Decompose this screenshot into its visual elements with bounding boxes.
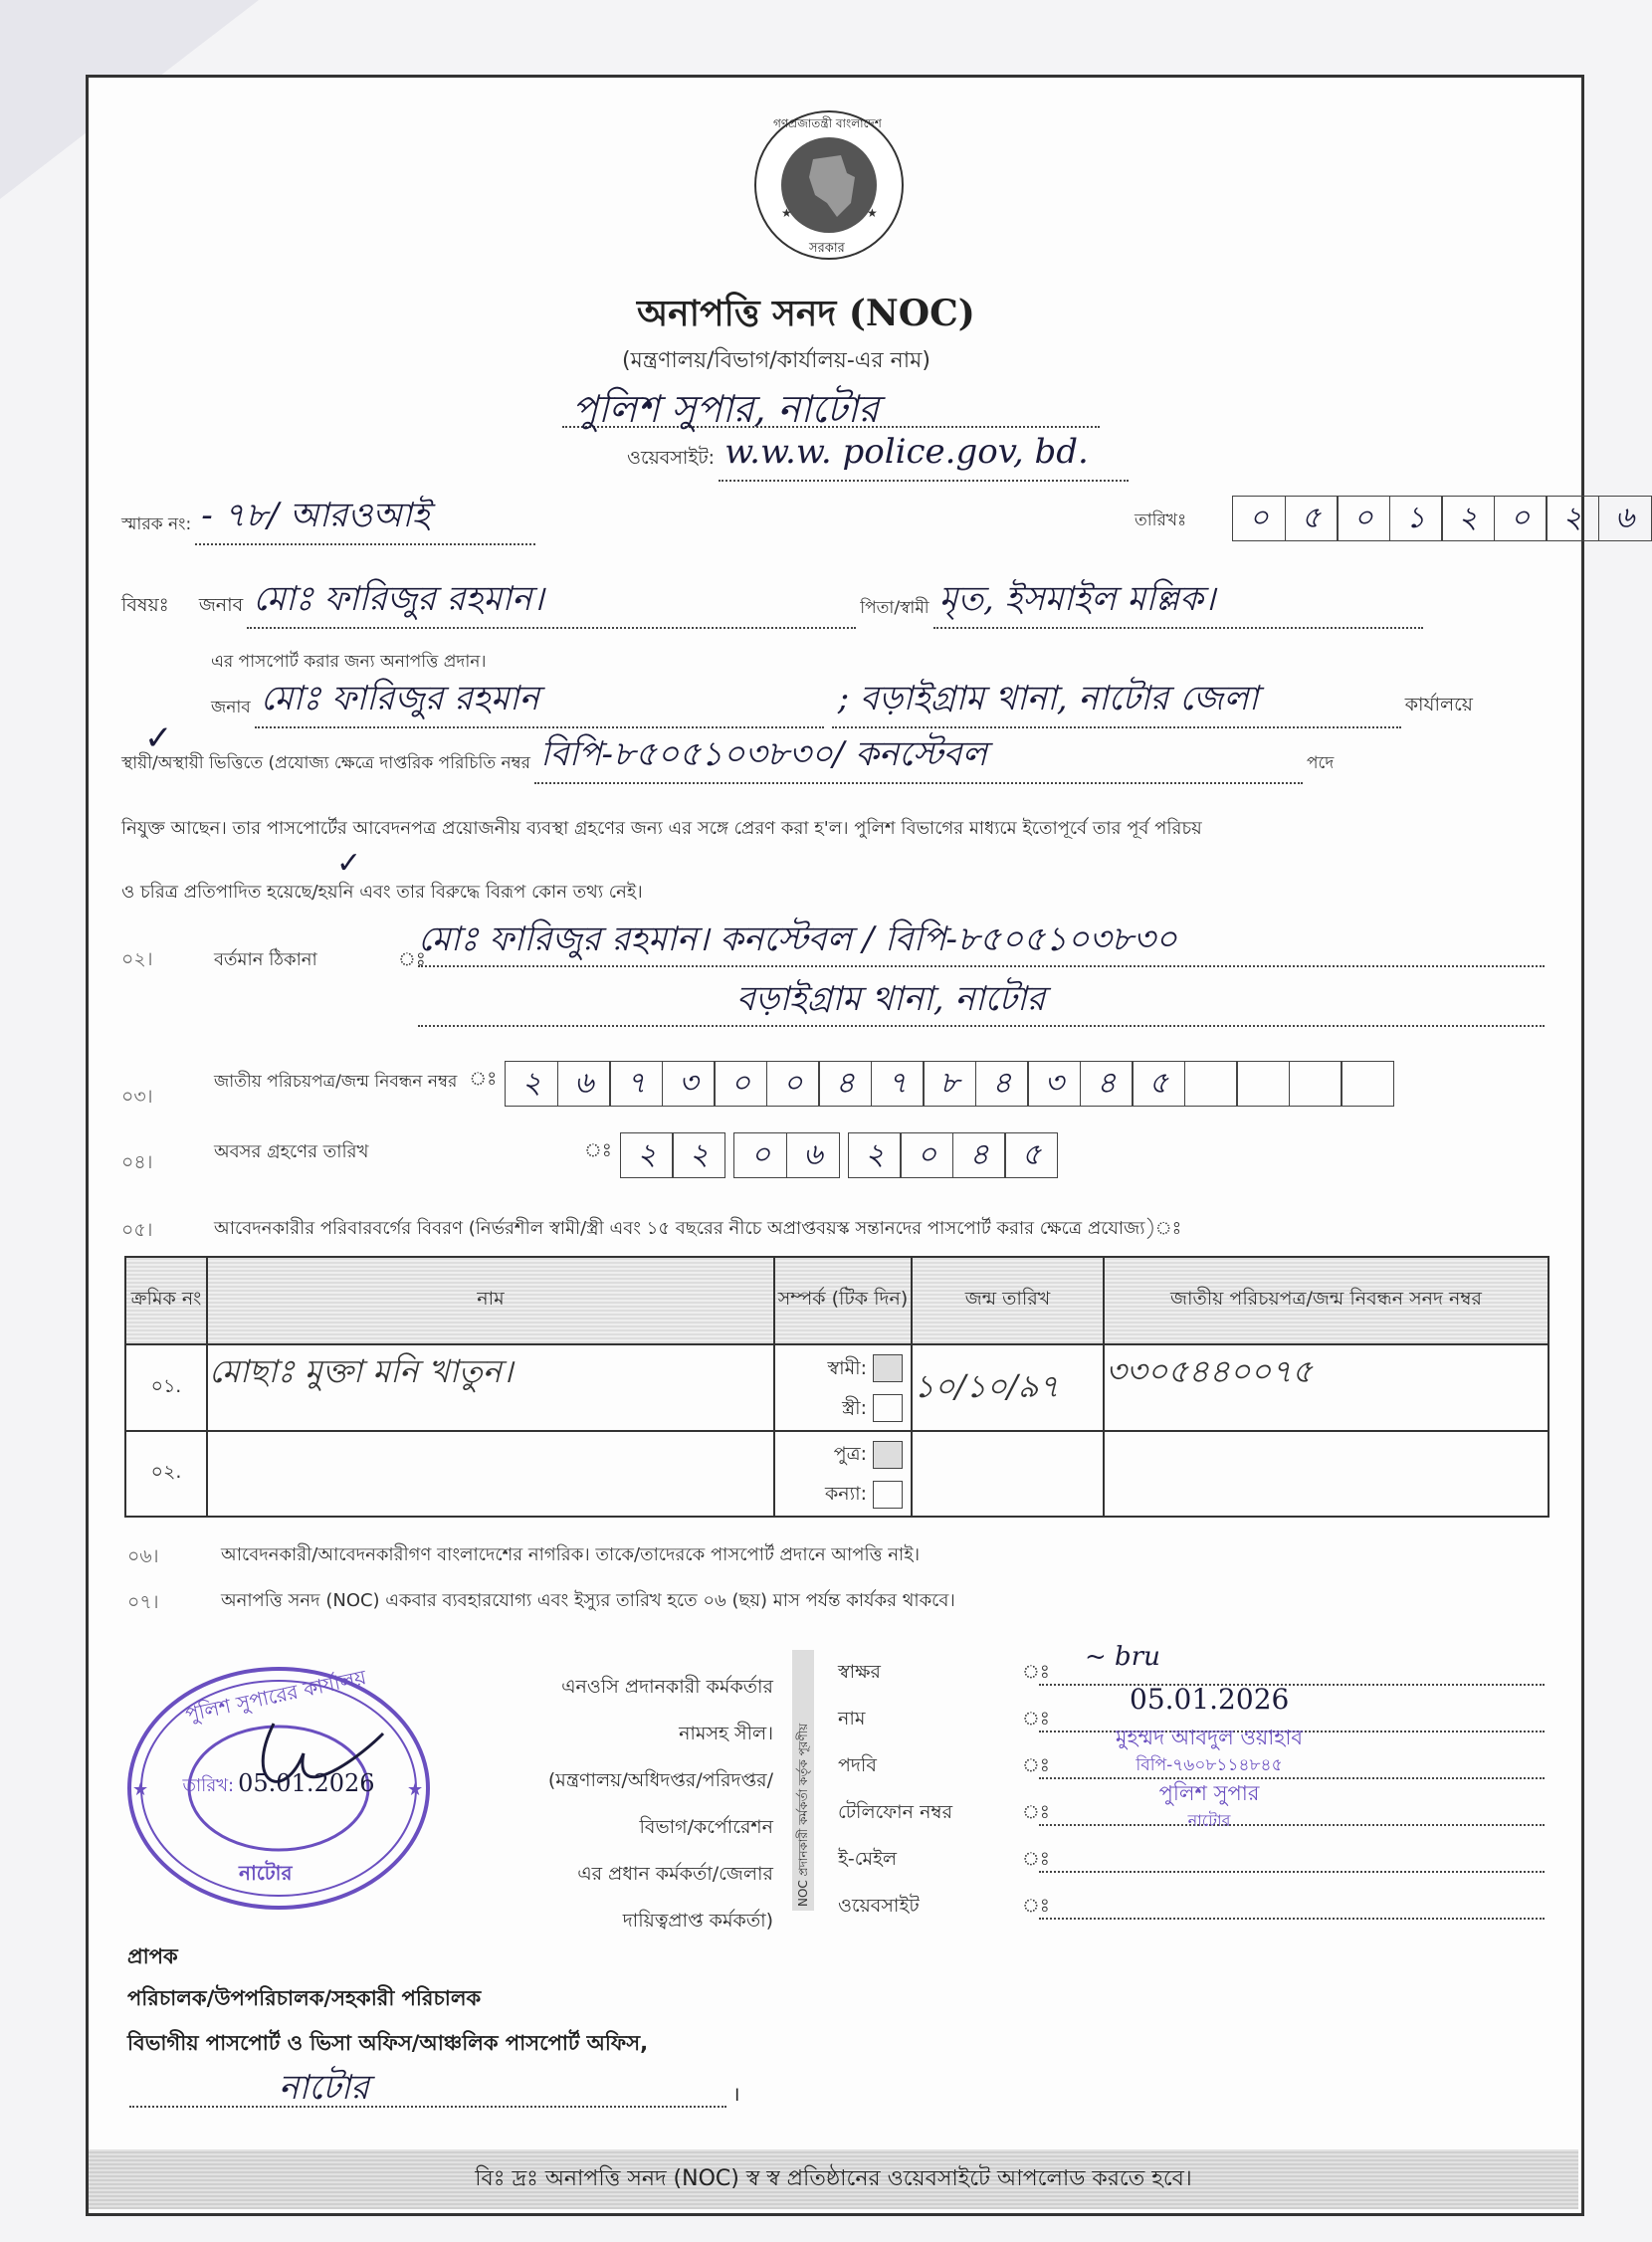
item-number: ০৬। <box>127 1545 159 1567</box>
seal-top: পুলিশ সুপারের কার্যালয় <box>183 1665 369 1728</box>
subject-janab: জনাব <box>198 594 244 616</box>
relation-label: স্ত্রী: <box>842 1396 867 1419</box>
nid-row <box>214 1061 1393 1107</box>
stamp-line: বিপি-৭৬০৮১১৪৮৪৫ <box>1136 1755 1283 1775</box>
subject-line2: এর পাসপোর্ট করার জন্য অনাপত্তি প্রদান। <box>211 652 487 672</box>
officer-field-line <box>1039 1684 1545 1686</box>
retire-digit: ২ <box>620 1132 674 1178</box>
retire-digit: ০ <box>900 1132 953 1178</box>
body-name: মোঃ ফারিজুর রহমান <box>260 679 539 718</box>
website-label: ওয়েবসাইট: <box>627 447 716 469</box>
date-digit: ৫ <box>1285 496 1339 541</box>
officer-stamp <box>1075 1724 1343 1835</box>
subject-row <box>121 577 1427 629</box>
retire-digit: ৪ <box>952 1132 1006 1178</box>
relation-checkbox-son[interactable] <box>873 1441 903 1469</box>
period: । <box>732 2082 740 2106</box>
col-serial: ক্রমিক নং <box>125 1257 207 1344</box>
colon: ঃ <box>1022 1661 1050 1683</box>
memo-value: - ৭৮/ আরওআই <box>201 496 430 535</box>
colon: ঃ <box>1022 1708 1050 1730</box>
colon: ঃ <box>1022 1895 1050 1917</box>
body-line4: ও চরিত্র প্রতিপাদিত হয়েছে/হয়নি এবং তার বিরুদ্ধে বিরূপ কোন তথ্য নেই। <box>121 882 643 903</box>
date-digit: ২ <box>1441 496 1495 541</box>
colon: ঃ <box>584 1139 612 1161</box>
retire-boxes <box>620 1132 1057 1178</box>
body-row <box>211 677 1473 728</box>
office-suffix: কার্যালয়ে <box>1404 694 1473 715</box>
date-digit: ২ <box>1546 496 1599 541</box>
nid-digit: ৩ <box>1027 1061 1081 1107</box>
emblem-top-text: গণপ্রজাতন্ত্রী বাংলাদেশ <box>773 116 882 130</box>
validity-text: অনাপত্তি সনদ (NOC) একবার ব্যবহারযোগ্য এবং ইস্যুর তারিখ হতে ০৬ (ছয়) মাস পর্যন্ত কার্যকর থাকবে। <box>221 1590 955 1611</box>
col-name: নাম <box>207 1257 774 1344</box>
family-label: আবেদনকারীর পরিবারবর্গের বিবরণ (নির্ভরশীল স্বামী/স্ত্রী এবং ১৫ বছরের নীচে অপ্রাপ্তবয়স্ক সন্তানদের পাসপোর্ট করার ক্ষেত্রে প্রযোজ্য)ঃ <box>214 1218 1182 1239</box>
memo-label: স্মারক নং: <box>121 514 192 534</box>
officer-field-label: নাম <box>838 1708 866 1730</box>
nid-digit: ৫ <box>1132 1061 1185 1107</box>
father-label: পিতা/স্বামী <box>860 598 929 618</box>
post-suffix: পদে <box>1307 753 1335 773</box>
address-line1-field <box>418 914 1545 967</box>
nid-digit: ৪ <box>1080 1061 1134 1107</box>
colon: ঃ <box>469 1068 498 1090</box>
office-name-field <box>562 380 1100 431</box>
official-id-field <box>534 732 1303 784</box>
officer-label-line: এনওসি প্রদানকারী কর্মকর্তার <box>561 1676 773 1698</box>
stamp-line: মুহম্মদ আবদুল ওয়াহাব <box>1115 1726 1304 1749</box>
body-name-field <box>255 677 824 728</box>
colon: ঃ <box>398 948 426 970</box>
nid-digit <box>1341 1061 1394 1107</box>
recipient-label: প্রাপক <box>127 1944 178 1968</box>
retire-row <box>214 1132 1057 1178</box>
seal-date-label: তারিখ: <box>182 1775 235 1796</box>
nid-digit: ৭ <box>609 1061 663 1107</box>
relation-label: পুত্র: <box>833 1443 867 1465</box>
item-number: ০২। <box>121 948 153 970</box>
address-line2-field <box>418 973 1545 1027</box>
address-line1: মোঃ ফারিজুর রহমান। কনস্টেবল / বিপি-৮৫০৫১০৩৮৩০ <box>418 919 1177 959</box>
officer-label-line: দায়িত্বপ্রাপ্ত কর্মকর্তা) <box>622 1910 773 1932</box>
retire-label: অবসর গ্রহণের তারিখ <box>214 1141 369 1162</box>
retire-digit: ২ <box>848 1132 902 1178</box>
website-field <box>719 430 1129 482</box>
svg-text:★: ★ <box>781 206 792 220</box>
signed-date: 05.01.2026 <box>1130 1683 1290 1716</box>
seal-date: 05.01.2026 <box>238 1769 375 1797</box>
government-emblem <box>751 107 907 263</box>
retire-digit: ৫ <box>1004 1132 1058 1178</box>
date-digit: ০ <box>1337 496 1390 541</box>
seal-date-group <box>182 1769 374 1802</box>
body-office-field <box>832 677 1401 728</box>
office-name: পুলিশ সুপার, নাটোর <box>572 387 880 431</box>
table-header-row <box>125 1257 1549 1344</box>
memo-field <box>195 494 535 545</box>
nid-digit <box>1289 1061 1342 1107</box>
item-number: ০৪। <box>121 1151 153 1173</box>
officer-label-line: নামসহ সীল। <box>679 1723 773 1744</box>
item-number: ০৩। <box>121 1086 153 1108</box>
retire-digit: ০ <box>733 1132 787 1178</box>
retire-digit: ২ <box>672 1132 725 1178</box>
officer-field-label: ওয়েবসাইট <box>838 1895 920 1917</box>
row-dob: ১০/১০/৯৭ <box>912 1344 1104 1431</box>
footer-note: বিঃ দ্রঃ অনাপত্তি সনদ (NOC) স্ব স্ব প্রতিষ্ঠানের ওয়েবসাইটে আপলোড করতে হবে। <box>89 2149 1578 2209</box>
stamp-line: নাটোর <box>1187 1811 1231 1830</box>
website-value: w.w.w. police.gov, bd. <box>724 432 1089 472</box>
relation-label: কন্যা: <box>824 1483 867 1505</box>
body-line3: নিযুক্ত আছেন। তার পাসপোর্টের আবেদনপত্র প্রয়োজনীয় ব্যবস্থা গ্রহণের জন্য এর সঙ্গে প্রেরণ করা হ'ল। পুলিশ বিভাগের মাধ্যমে ইতোপূর্বে তার পূর্ব পরিচয় <box>121 818 1202 839</box>
nid-digit: ৩ <box>662 1061 716 1107</box>
officer-field-line <box>1039 1918 1545 1920</box>
nid-digit <box>1236 1061 1290 1107</box>
date-boxes <box>1232 496 1650 541</box>
checkmark-icon: ✓ <box>144 718 173 758</box>
row-serial: ০১. <box>125 1344 207 1431</box>
relation-checkbox-husband[interactable] <box>873 1354 903 1382</box>
item-number: ০৭। <box>127 1591 159 1613</box>
page-title: অনাপত্তি সনদ (NOC) <box>637 293 975 334</box>
officer-field-row <box>838 1837 1545 1884</box>
citizen-text: আবেদনকারী/আবেদনকারীগণ বাংলাদেশের নাগরিক। তাকে/তাদেরকে পাসপোর্ট প্রদানে আপত্তি নাই। <box>221 1544 921 1565</box>
subject-label: বিষয়ঃ <box>121 594 169 616</box>
father-field <box>933 577 1423 629</box>
official-id: বিপি-৮৫০৫১০৩৮৩০/ কনস্টেবল <box>540 734 987 774</box>
table-row <box>125 1344 1549 1431</box>
colon: ঃ <box>1022 1754 1050 1776</box>
family-table <box>124 1256 1549 1518</box>
nid-digit: ০ <box>766 1061 820 1107</box>
stamp-line: পুলিশ সুপার <box>1158 1781 1260 1805</box>
nid-digit <box>1184 1061 1238 1107</box>
nid-digit: ৪ <box>975 1061 1029 1107</box>
seal-bottom: নাটোর <box>239 1861 293 1885</box>
nid-digit: ৭ <box>871 1061 925 1107</box>
emblem-bottom-text: সরকার <box>809 241 845 256</box>
row-dob <box>912 1431 1104 1517</box>
recipient-city-field <box>129 2062 726 2108</box>
relation-label: স্বামী: <box>827 1356 867 1379</box>
vertical-strip <box>792 1650 814 1911</box>
colon: ঃ <box>1022 1848 1050 1870</box>
nid-digit: ৬ <box>557 1061 611 1107</box>
subtitle: (মন্ত্রণালয়/বিভাগ/কার্যালয়-এর নাম) <box>622 348 930 373</box>
officer-field-label: পদবি <box>838 1754 877 1776</box>
relation-checkbox-wife[interactable] <box>873 1394 903 1422</box>
memo-row <box>121 494 539 545</box>
nid-digit: ৪ <box>818 1061 872 1107</box>
website-row <box>627 430 1133 482</box>
officer-field-line <box>1039 1871 1545 1873</box>
body-janab: জনাব <box>211 698 251 717</box>
checkmark-icon: ✓ <box>336 846 362 881</box>
basis-text: স্থায়ী/অস্থায়ী ভিত্তিতে (প্রযোজ্য ক্ষেত্রে দাপ্তরিক পরিচিতি নম্বর <box>121 753 531 773</box>
item-number: ০৫। <box>121 1219 153 1241</box>
officer-left-labels <box>548 1664 773 1944</box>
address-label: বর্তমান ঠিকানা <box>214 949 317 970</box>
col-dob: জন্ম তারিখ <box>912 1257 1104 1344</box>
nid-digit: ৮ <box>923 1061 976 1107</box>
row-serial: ০২. <box>125 1431 207 1517</box>
basis-row <box>121 732 1334 784</box>
col-nid: জাতীয় পরিচয়পত্র/জন্ম নিবন্ধন সনদ নম্বর <box>1104 1257 1549 1344</box>
subject-name-field <box>247 577 856 629</box>
nid-digit: ২ <box>505 1061 558 1107</box>
body-office: ; বড়াইগ্রাম থানা, নাটোর জেলা <box>837 679 1259 718</box>
father-name: মৃত, ইসমাইল মল্লিক। <box>938 579 1216 619</box>
recipient-city: নাটোর <box>279 2068 369 2108</box>
nid-label: জাতীয় পরিচয়পত্র/জন্ম নিবন্ধন নম্বর <box>214 1072 458 1092</box>
row-nid: ৩৩০৫৪৪০০৭৫ <box>1104 1344 1549 1431</box>
signature: ~ bru <box>1085 1642 1160 1672</box>
nid-boxes <box>505 1061 1393 1107</box>
office-seal <box>124 1664 433 1913</box>
officer-label-line: এর প্রধান কর্মকর্তা/জেলার <box>577 1863 773 1885</box>
date-digit: ০ <box>1494 496 1548 541</box>
date-label: তারিখঃ <box>1135 510 1187 530</box>
officer-label-line: (মন্ত্রণালয়/অধিদপ্তর/পরিদপ্তর/ <box>547 1769 773 1791</box>
officer-field-row <box>838 1884 1545 1931</box>
date-digit: ৬ <box>1598 496 1652 541</box>
row-nid <box>1104 1431 1549 1517</box>
nid-digit: ০ <box>714 1061 767 1107</box>
address-line2: বড়াইগ্রাম থানা, নাটোর <box>736 979 1046 1019</box>
subject-name: মোঃ ফারিজুর রহমান। <box>253 579 544 619</box>
vertical-label: NOC প্রদানকারী কর্মকর্তা কর্তৃক পূরণীয় <box>796 1723 810 1907</box>
officer-field-label: স্বাক্ষর <box>838 1661 881 1683</box>
officer-label-line: বিভাগ/কর্পোরেশন <box>639 1816 773 1838</box>
table-row <box>125 1431 1549 1517</box>
row-name <box>207 1431 774 1517</box>
colon: ঃ <box>1022 1801 1050 1823</box>
date-digit: ০ <box>1232 496 1286 541</box>
relation-checkbox-daughter[interactable] <box>873 1481 903 1509</box>
svg-text:★: ★ <box>132 1779 149 1800</box>
recipient-line1: পরিচালক/উপপরিচালক/সহকারী পরিচালক <box>127 1986 482 2010</box>
recipient-line2: বিভাগীয় পাসপোর্ট ও ভিসা অফিস/আঞ্চলিক পাসপোর্ট অফিস, <box>127 2031 649 2055</box>
officer-field-label: ই-মেইল <box>838 1848 898 1870</box>
date-digit: ১ <box>1389 496 1443 541</box>
svg-text:★: ★ <box>407 1779 424 1800</box>
col-relation: সম্পর্ক (টিক দিন) <box>774 1257 912 1344</box>
retire-digit: ৬ <box>786 1132 840 1178</box>
svg-text:★: ★ <box>867 206 878 220</box>
officer-field-label: টেলিফোন নম্বর <box>838 1801 953 1823</box>
row-name: মোছাঃ মুক্তা মনি খাতুন। <box>207 1344 774 1431</box>
